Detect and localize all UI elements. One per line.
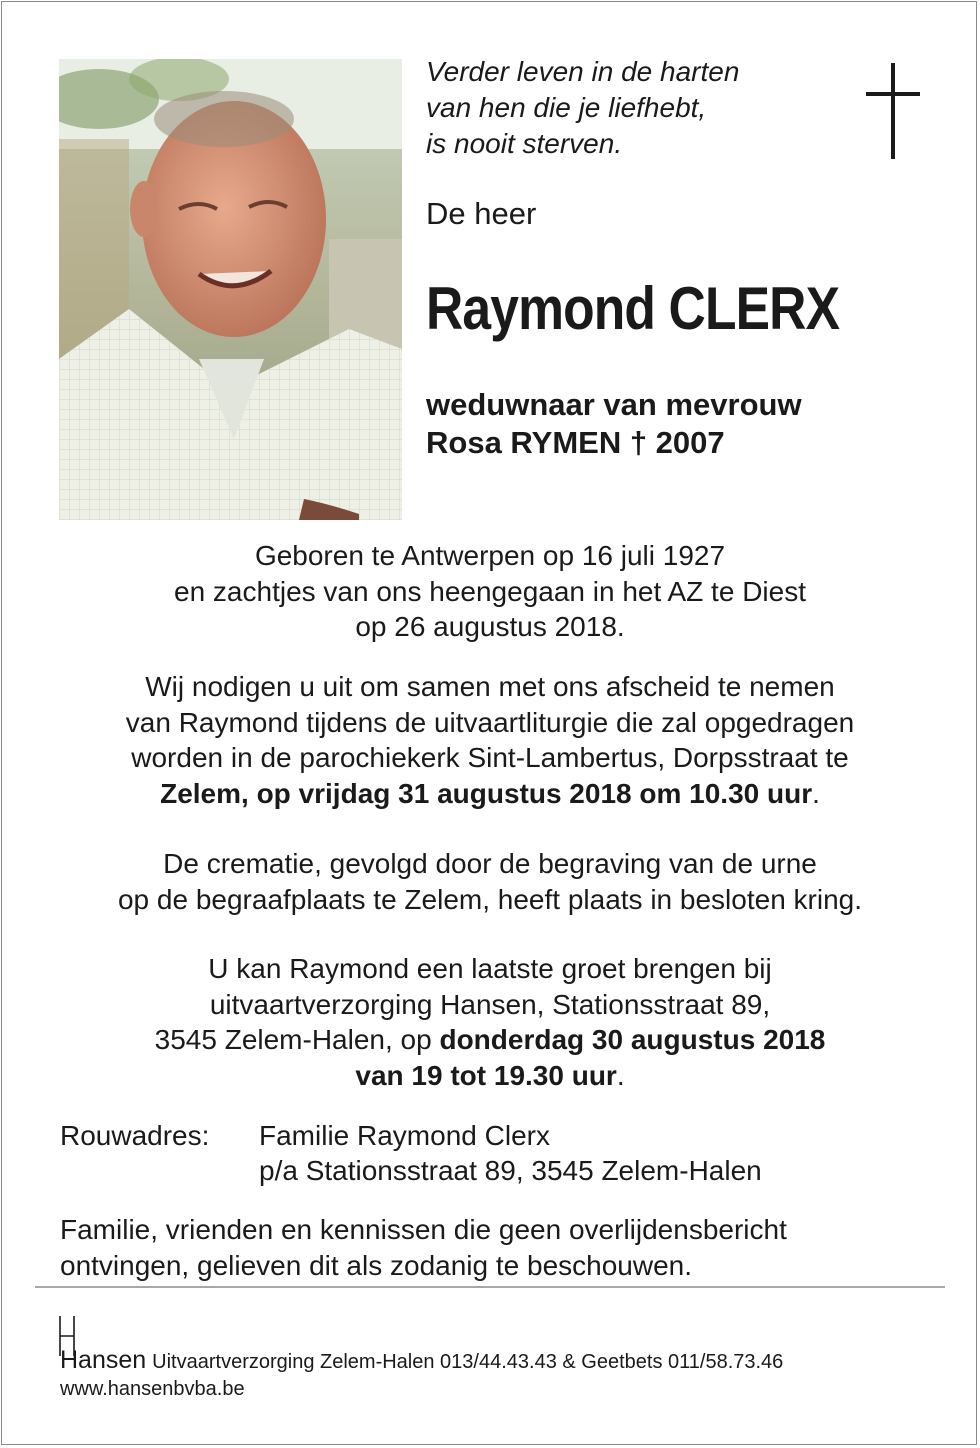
- funeral-home-contact: [60, 1346, 783, 1375]
- quote-line: Verder leven in de harten: [426, 56, 740, 87]
- address-line: p/a Stationsstraat 89, 3545 Zelem-Halen: [259, 1155, 762, 1186]
- text-line: Wij nodigen u uit om samen met ons afscheid te nemen: [145, 671, 835, 702]
- visitation-date: donderdag 30 augustus 2018: [439, 1024, 826, 1055]
- portrait-photo: [59, 59, 402, 520]
- deceased-name: Raymond CLERX: [426, 275, 840, 342]
- quote-line: is nooit sterven.: [426, 128, 623, 159]
- funeral-home-phones: Uitvaartverzorging Zelem-Halen 013/44.43.43 & Geetbets 011/58.73.46: [152, 1351, 784, 1373]
- cross-icon: [866, 63, 920, 159]
- text-line: Familie, vrienden en kennissen die geen overlijdensbericht: [60, 1214, 787, 1245]
- text-line: [0, 1022, 980, 1058]
- address-label: Rouwadres:: [60, 1120, 210, 1151]
- text-line: [0, 1058, 980, 1094]
- text-line: op 26 augustus 2018.: [355, 611, 625, 642]
- text-line: op de begraafplaats te Zelem, heeft plaats in besloten kring.: [117, 883, 863, 915]
- ceremony-paragraph: [0, 669, 980, 811]
- text-line: De crematie, gevolgd door de begraving van de urne: [163, 848, 817, 879]
- text-line: ontvingen, gelieven dit als zodanig te beschouwen.: [60, 1249, 692, 1281]
- text-line: Geboren te Antwerpen op 16 juli 1927: [254, 540, 726, 571]
- funeral-home-website[interactable]: www.hansenbvba.be: [60, 1378, 245, 1400]
- memorial-quote: [426, 54, 739, 162]
- text-span: 3545 Zelem-Halen, op: [154, 1024, 440, 1055]
- visitation-paragraph: [0, 951, 980, 1093]
- birth-death-paragraph: [0, 538, 980, 645]
- address-line: Familie Raymond Clerx: [259, 1120, 550, 1151]
- spouse-line: weduwnaar van mevrouw: [426, 387, 802, 422]
- spouse-line: Rosa RYMEN † 2007: [426, 425, 725, 460]
- text-line: U kan Raymond een laatste groet brengen bij: [208, 953, 772, 984]
- spouse-info: [426, 386, 802, 462]
- cremation-paragraph: [0, 846, 980, 917]
- funeral-home-brand: Hansen: [60, 1346, 147, 1374]
- text-line: van Raymond tijdens de uitvaartliturgie die zal opgedragen: [125, 706, 855, 738]
- text-line: [0, 776, 980, 812]
- punctuation: .: [812, 777, 820, 809]
- ceremony-date: Zelem, op vrijdag 31 augustus 2018 om 10.30 uur: [160, 777, 813, 809]
- quote-line: van hen die je liefhebt,: [426, 92, 707, 123]
- notice-paragraph: [60, 1212, 787, 1283]
- punctuation: .: [616, 1059, 625, 1091]
- text-line: worden in de parochiekerk Sint-Lambertus, Dorpsstraat te: [131, 742, 849, 773]
- mourning-address: [259, 1118, 762, 1188]
- honorific: De heer: [426, 196, 537, 231]
- text-line: uitvaartverzorging Hansen, Stationsstraat 89,: [209, 988, 771, 1020]
- visitation-time: van 19 tot 19.30 uur: [355, 1059, 617, 1091]
- text-line: en zachtjes van ons heengegaan in het AZ te Diest: [174, 575, 806, 607]
- footer-divider: [35, 1286, 945, 1288]
